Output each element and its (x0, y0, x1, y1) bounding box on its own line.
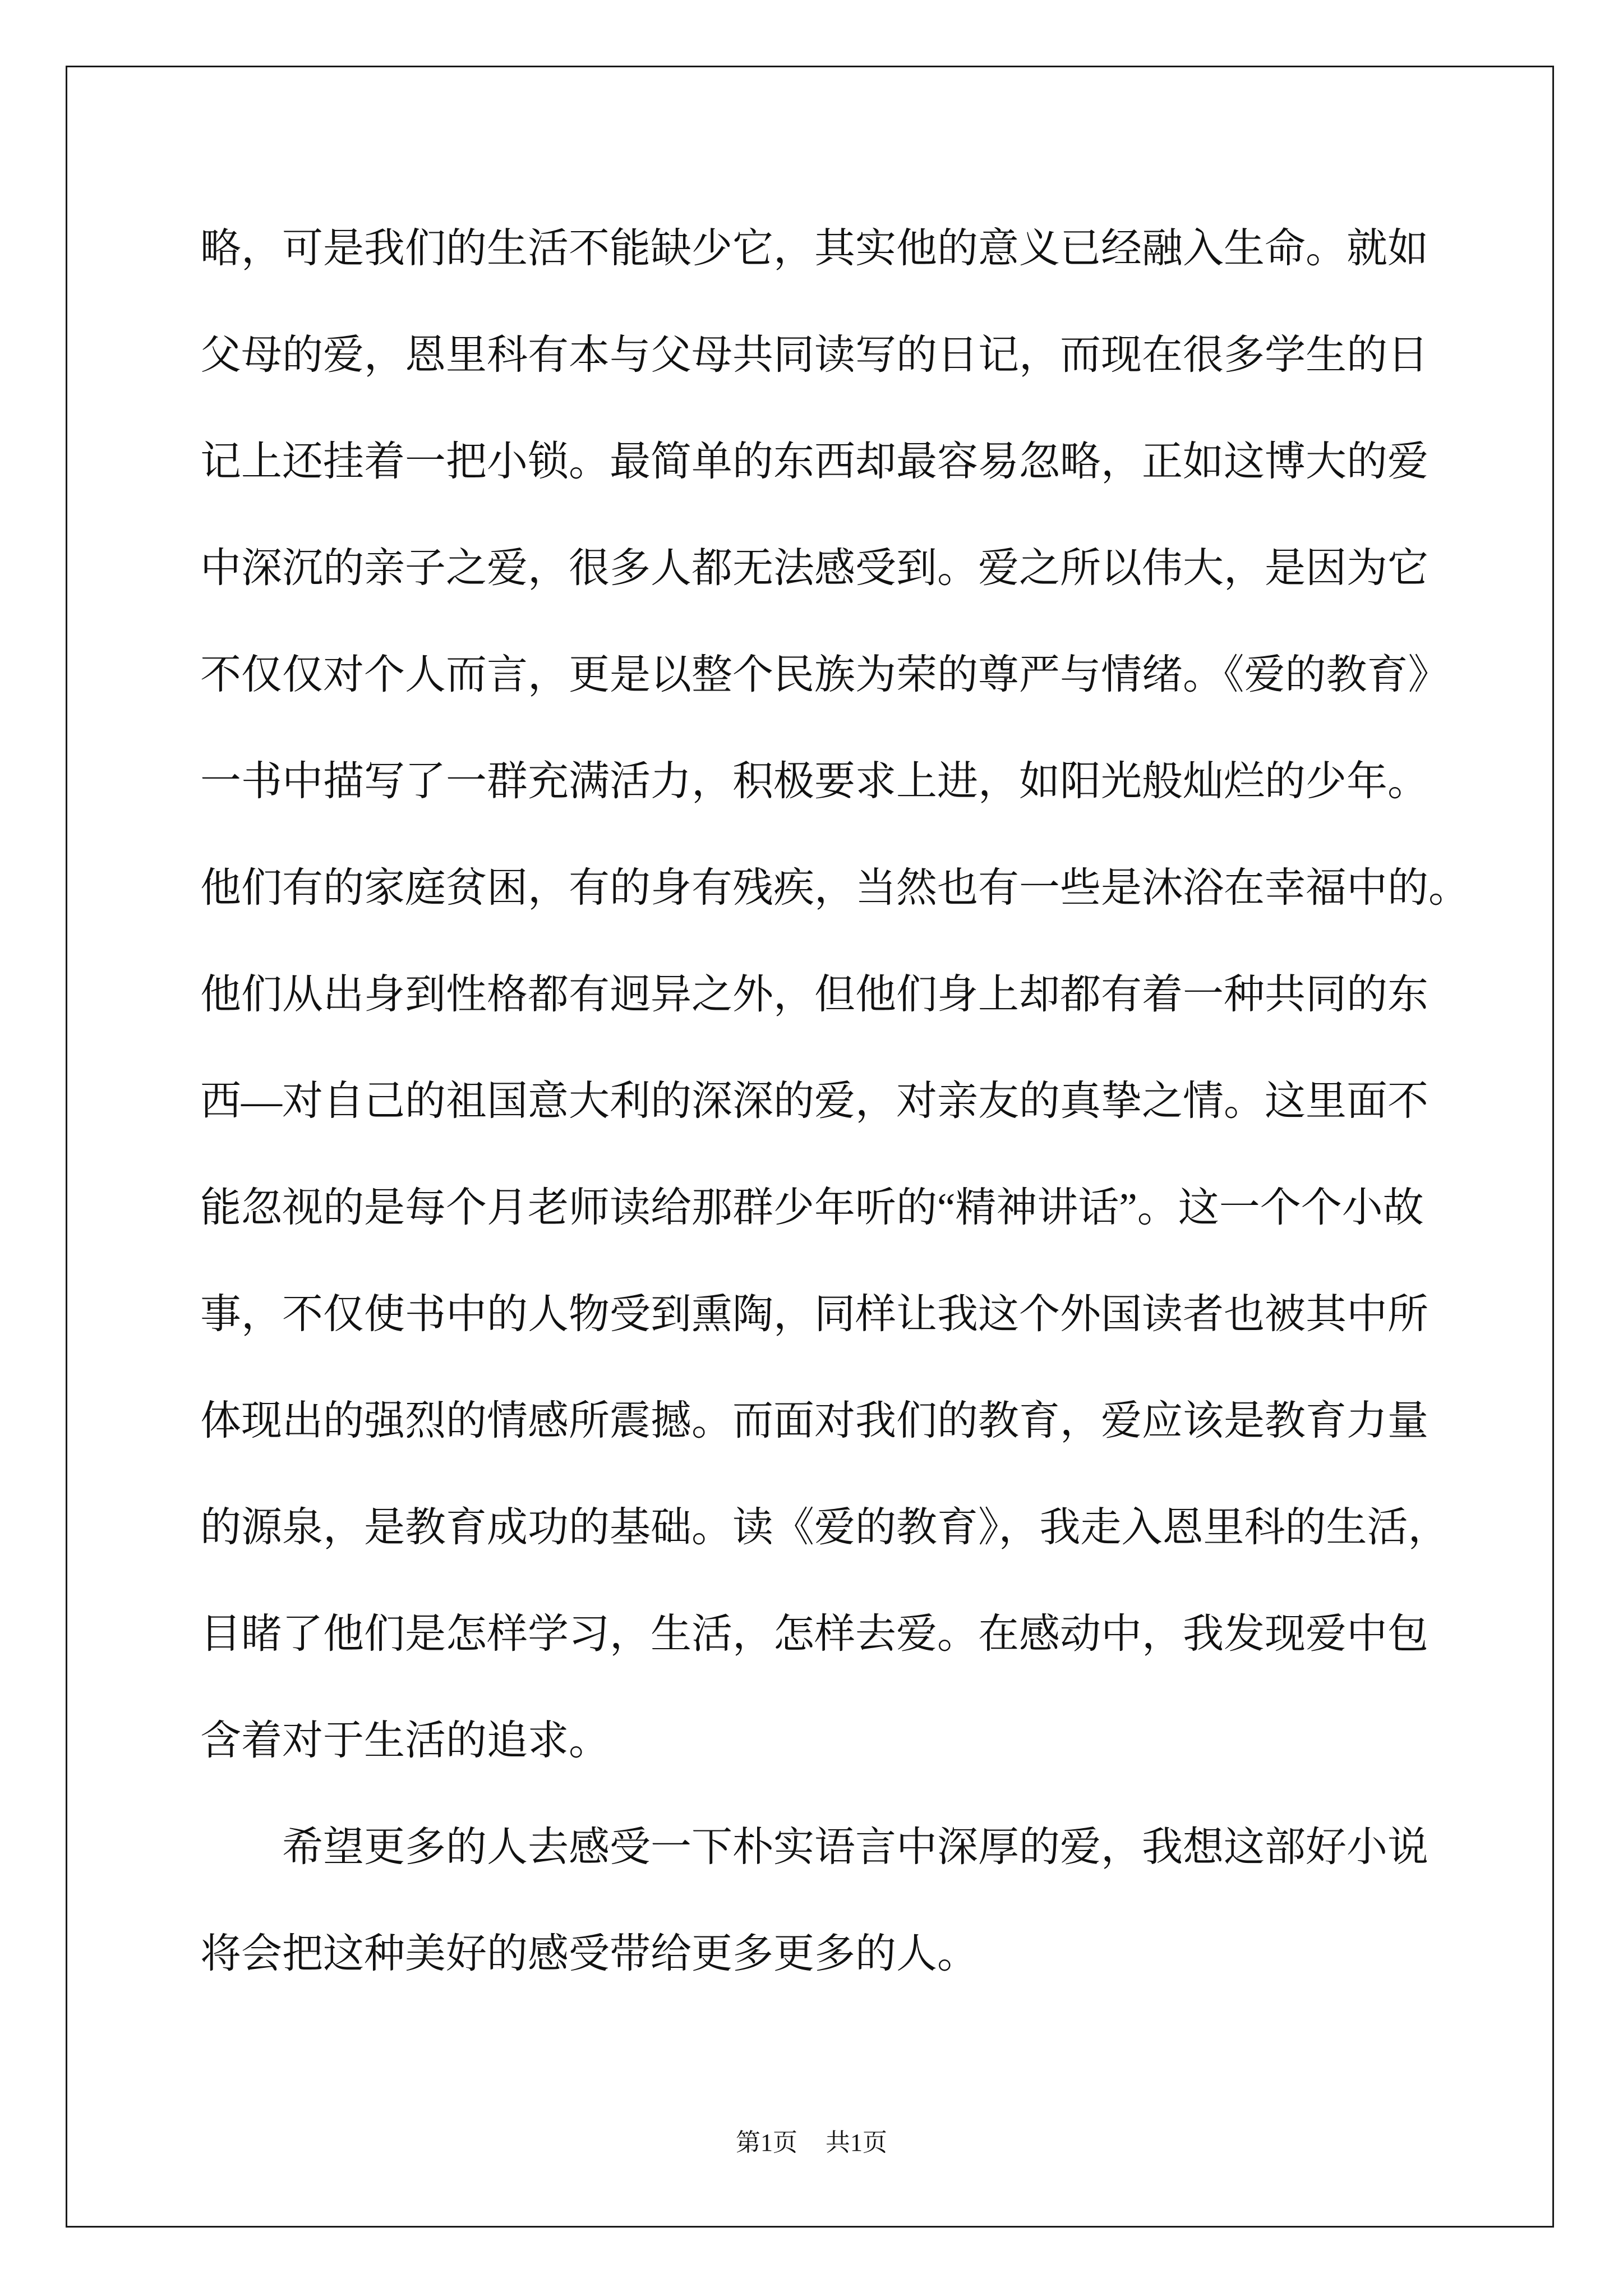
text-line: 他们从出身到性格都有迥异之外，但他们身上却都有着一种共同的东 (200, 972, 1428, 1017)
text-line: 事，不仅使书中的人物受到熏陶，同样让我这个外国读者也被其中所 (200, 1291, 1428, 1337)
text-line: 不仅仅对个人而言，更是以整个民族为荣的尊严与情绪。《爱的教育》 (200, 652, 1449, 697)
text-line: 的源泉，是教育成功的基础。读《爱的教育》，我走入恩里科的生活， (200, 1504, 1449, 1550)
page-footer (0, 2126, 1623, 2160)
current-page-number: 第1页 (736, 2129, 797, 2156)
paragraph (200, 195, 1507, 1794)
text-line: 一书中描写了一群充满活力，积极要求上进，如阳光般灿烂的少年。 (200, 758, 1428, 804)
text-line: 能忽视的是每个月老师读给那群少年听的“精神讲话”。这一个个小故 (200, 1185, 1424, 1230)
text-line: 记上还挂着一把小锁。最简单的东西却最容易忽略，正如这博大的爱 (200, 439, 1428, 484)
paragraph (200, 1794, 1507, 2007)
document-body (200, 195, 1507, 2007)
text-line: 父母的爱，恩里科有本与父母共同读写的日记，而现在很多学生的日 (200, 332, 1428, 378)
text-line: 中深沉的亲子之爱，很多人都无法感受到。爱之所以伟大，是因为它 (200, 545, 1428, 591)
text-line: 将会把这种美好的感受带给更多更多的人。 (200, 1931, 978, 1976)
text-line: 略，可是我们的生活不能缺少它，其实他的意义已经融入生命。就如 (200, 226, 1428, 271)
text-line: 他们有的家庭贫困，有的身有残疾，当然也有一些是沐浴在幸福中的。 (200, 865, 1469, 910)
total-page-count: 共1页 (826, 2129, 887, 2156)
text-line: 目睹了他们是怎样学习，生活，怎样去爱。在感动中，我发现爱中包 (200, 1611, 1428, 1657)
text-line: 西—对自己的祖国意大利的深深的爱，对亲友的真挚之情。这里面不 (200, 1078, 1428, 1124)
text-line: 体现出的强烈的情感所震撼。而面对我们的教育，爱应该是教育力量 (200, 1398, 1428, 1443)
text-line: 含着对于生活的追求。 (200, 1718, 610, 1763)
text-line: 希望更多的人去感受一下朴实语言中深厚的爱，我想这部好小说 (282, 1824, 1428, 1870)
